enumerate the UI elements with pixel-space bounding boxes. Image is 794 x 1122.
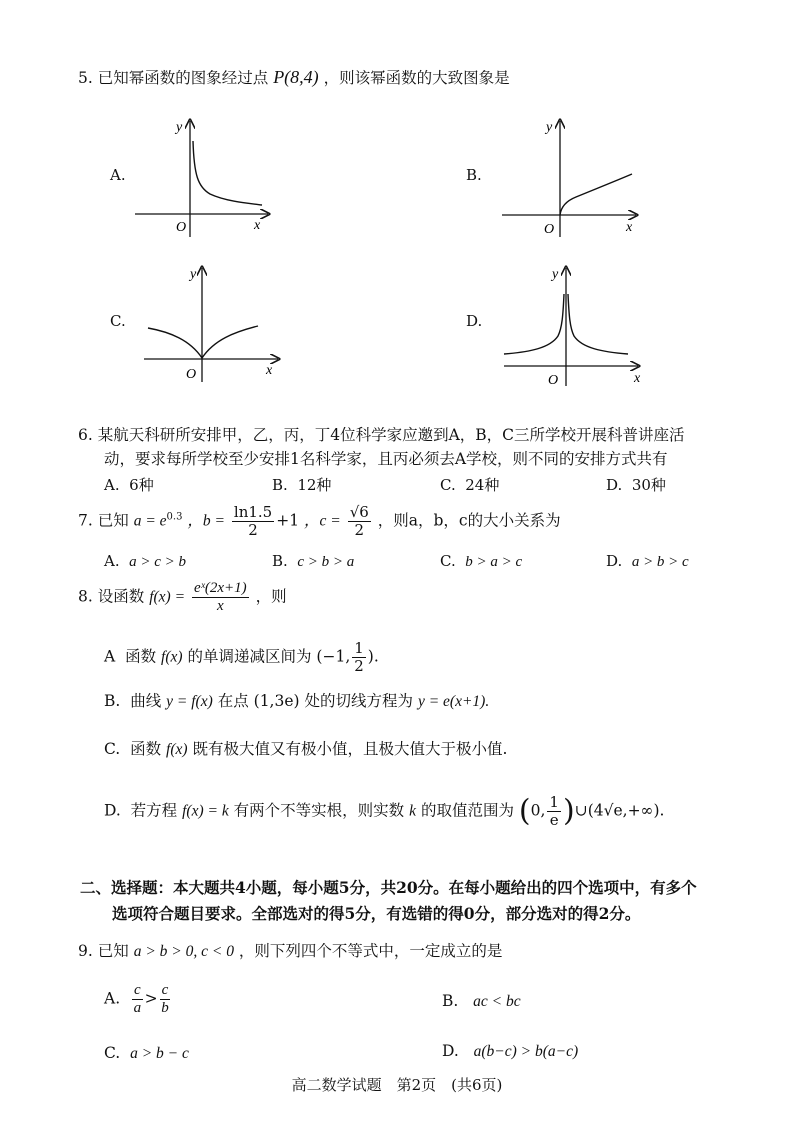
- q7-b-prefix: ，b =: [187, 512, 225, 530]
- q8-text-a: 设函数: [97, 587, 145, 606]
- option-text-c: 处的切线方程为: [304, 692, 414, 710]
- option-interval-a: (−1,: [316, 647, 351, 666]
- option-label: C.: [440, 552, 456, 570]
- option-text: a > c > b: [129, 554, 187, 570]
- fraction-c-over-b: [160, 982, 171, 1017]
- q8-option-d[interactable]: [104, 794, 664, 829]
- option-text: 6种: [129, 476, 154, 494]
- q7-a-definition: a = e: [133, 512, 167, 530]
- q6-number: 6.: [78, 426, 93, 444]
- option-label: B.: [442, 992, 459, 1010]
- option-fx: f(x): [166, 741, 188, 758]
- q5-graph-a[interactable]: [130, 115, 280, 240]
- option-text: c > b > a: [297, 554, 355, 570]
- option-text: a > b − c: [130, 1045, 189, 1062]
- q7-a-exponent: 0.3: [166, 511, 183, 523]
- q7-option-a[interactable]: [104, 552, 186, 571]
- option-end: .: [659, 801, 665, 820]
- option-text-a: 函数: [125, 647, 157, 666]
- q7-option-b[interactable]: [272, 552, 354, 571]
- q7-text-b: ，则a，b，c的大小关系为: [377, 511, 561, 530]
- option-text: 30种: [631, 476, 666, 494]
- option-text-a: 若方程: [130, 801, 178, 820]
- option-text: a > b > c: [631, 554, 689, 570]
- page-footer: 高二数学试题 第2页 (共6页): [291, 1076, 503, 1094]
- origin-label: O: [548, 373, 559, 387]
- curve-left: [504, 294, 564, 354]
- left-paren: (: [518, 793, 531, 829]
- denominator: e: [549, 811, 559, 829]
- q7-option-d[interactable]: [606, 552, 689, 571]
- denominator: b: [161, 1000, 169, 1016]
- option-interval-b: ).: [367, 647, 379, 666]
- option-label: A.: [104, 476, 120, 494]
- q5-option-a-label[interactable]: A.: [110, 166, 126, 184]
- option-text: 24种: [465, 476, 500, 494]
- q6-option-a[interactable]: [104, 474, 154, 495]
- numerator: 1: [354, 639, 364, 657]
- origin-label: O: [186, 367, 197, 382]
- q5-option-c-label[interactable]: C.: [110, 312, 126, 330]
- section2-header-line2: 选项符合题目要求。全部选对的得5分，有选错的得0分，部分选对的得2分。: [112, 904, 641, 923]
- q7-c-prefix: ，c =: [304, 512, 341, 530]
- q7-c-fraction: [348, 504, 371, 539]
- option-text-a: 曲线: [130, 692, 162, 710]
- q9-option-d[interactable]: [442, 1040, 578, 1063]
- q8-text-b: ，则: [255, 587, 287, 606]
- curve: [193, 141, 262, 205]
- q7-number: 7.: [78, 511, 93, 530]
- option-text-a: 函数: [130, 740, 162, 758]
- q5-text-a: 已知幂函数的图象经过点: [97, 69, 269, 87]
- option-label: A: [104, 647, 116, 666]
- option-label: C.: [104, 1044, 121, 1062]
- option-text-b: 在点: [217, 692, 249, 710]
- option-text: a(b−c) > b(a−c): [473, 1043, 579, 1060]
- q5-option-b-label[interactable]: B.: [466, 166, 482, 184]
- option-text: ac < bc: [473, 993, 521, 1010]
- q6-option-c[interactable]: [440, 474, 499, 495]
- q9-option-a[interactable]: [104, 982, 172, 1017]
- q9-stem: [78, 940, 502, 963]
- q8-option-a[interactable]: [104, 640, 379, 675]
- x-axis-label: x: [254, 218, 261, 233]
- y-axis-label: y: [546, 120, 553, 135]
- q9-number: 9.: [78, 942, 93, 960]
- option-equation: f(x) = k: [182, 802, 229, 820]
- q8-option-b[interactable]: [104, 690, 489, 713]
- q8-fraction: [192, 580, 249, 615]
- denominator: 2: [248, 521, 258, 539]
- y-axis-label: y: [552, 267, 559, 282]
- q6-option-b[interactable]: [272, 474, 331, 495]
- option-text-b: 有两个不等实根，则实数: [233, 801, 405, 820]
- q5-stem: [78, 66, 510, 89]
- option-label: C.: [440, 476, 456, 494]
- option-label: D.: [104, 801, 121, 820]
- option-label: D.: [442, 1042, 459, 1060]
- option-text-b: 的单调递减区间为: [187, 647, 312, 666]
- option-label: D.: [606, 552, 623, 570]
- q9-text-a: 已知: [97, 942, 129, 960]
- q9-option-b[interactable]: [442, 990, 521, 1013]
- option-text: b > a > c: [465, 554, 523, 570]
- option-zero: 0,: [530, 801, 546, 820]
- option-fx: f(x): [161, 648, 183, 666]
- option-label: A.: [104, 552, 120, 570]
- q8-option-c[interactable]: [104, 738, 507, 761]
- option-fraction: [352, 640, 366, 675]
- curve: [148, 326, 258, 358]
- x-axis-label: x: [626, 220, 633, 235]
- numerator: c: [133, 982, 141, 998]
- q5-graph-b[interactable]: [498, 115, 648, 240]
- q7-b-suffix: +1: [276, 511, 300, 530]
- q7-option-c[interactable]: [440, 552, 522, 571]
- q8-number: 8.: [78, 587, 93, 606]
- option-label: B.: [272, 476, 288, 494]
- origin-label: O: [176, 220, 187, 235]
- q8-stem: [78, 580, 287, 615]
- option-text-c: 的取值范围为: [420, 801, 514, 820]
- option-text-b: 既有极大值又有极小值，且极大值大于极小值.: [192, 740, 508, 758]
- q5-number: 5.: [78, 69, 93, 87]
- y-axis-label: y: [190, 267, 197, 282]
- q5-option-d-label[interactable]: D.: [466, 312, 483, 330]
- denominator: 2: [354, 657, 364, 675]
- q6-stem-line1: [78, 424, 685, 446]
- q7-stem: [78, 504, 561, 539]
- section2-header-line1: 二、选择题：本大题共4小题，每小题5分，共20分。在每小题给出的四个选项中，有多个: [80, 878, 697, 897]
- denominator: 2: [354, 521, 365, 539]
- option-label: D.: [606, 476, 623, 494]
- x-axis-label: x: [634, 371, 641, 386]
- origin-label: O: [544, 222, 555, 237]
- fraction-c-over-a: [132, 982, 143, 1017]
- q9-text-b: ，则下列四个不等式中，一定成立的是: [238, 942, 503, 960]
- numerator: √6: [349, 503, 369, 521]
- option-interval: (4√e,+∞): [587, 801, 660, 820]
- option-label: B.: [104, 692, 121, 710]
- q5-point: P(8,4): [273, 67, 319, 87]
- numerator: 1: [549, 793, 559, 811]
- y-axis-label: y: [176, 120, 183, 135]
- q7-text-a: 已知: [97, 511, 129, 530]
- option-equation: y = f(x): [166, 693, 213, 710]
- q5-text-b: ，则该幂函数的大致图象是: [323, 69, 510, 87]
- option-point: (1,3e): [253, 692, 300, 710]
- option-operator: >: [144, 989, 158, 1008]
- q6-stem-line2: 动，要求每所学校至少安排1名科学家，且丙必须去A学校，则不同的安排方式共有: [104, 450, 668, 468]
- option-fraction: [547, 794, 561, 829]
- right-paren: ): [562, 793, 575, 829]
- numerator: c: [161, 982, 169, 998]
- q9-condition: a > b > 0, c < 0: [133, 943, 234, 960]
- numerator: ln1.5: [233, 503, 273, 521]
- q6-option-d[interactable]: [606, 474, 666, 495]
- option-k: k: [409, 802, 417, 820]
- q5-graph-c[interactable]: [140, 262, 290, 387]
- curve: [560, 174, 632, 215]
- option-label: C.: [104, 740, 121, 758]
- q9-option-c[interactable]: [104, 1042, 189, 1065]
- option-label: A.: [104, 989, 121, 1008]
- q8-fx: f(x) =: [149, 588, 186, 606]
- numerator: eˣ(2x+1): [193, 580, 247, 596]
- option-label: B.: [272, 552, 288, 570]
- q6-text-line1: 某航天科研所安排甲，乙，丙，丁4位科学家应邀到A，B，C三所学校开展科普讲座活: [97, 426, 685, 444]
- q7-b-fraction: [232, 504, 274, 539]
- q5-graph-d[interactable]: [500, 262, 650, 387]
- option-tangent: y = e(x+1).: [417, 693, 490, 710]
- curve-right: [568, 294, 628, 354]
- x-axis-label: x: [266, 363, 273, 378]
- union-symbol: ∪: [574, 801, 588, 820]
- option-text: 12种: [297, 476, 332, 494]
- denominator: a: [133, 1000, 142, 1016]
- denominator: x: [216, 598, 224, 614]
